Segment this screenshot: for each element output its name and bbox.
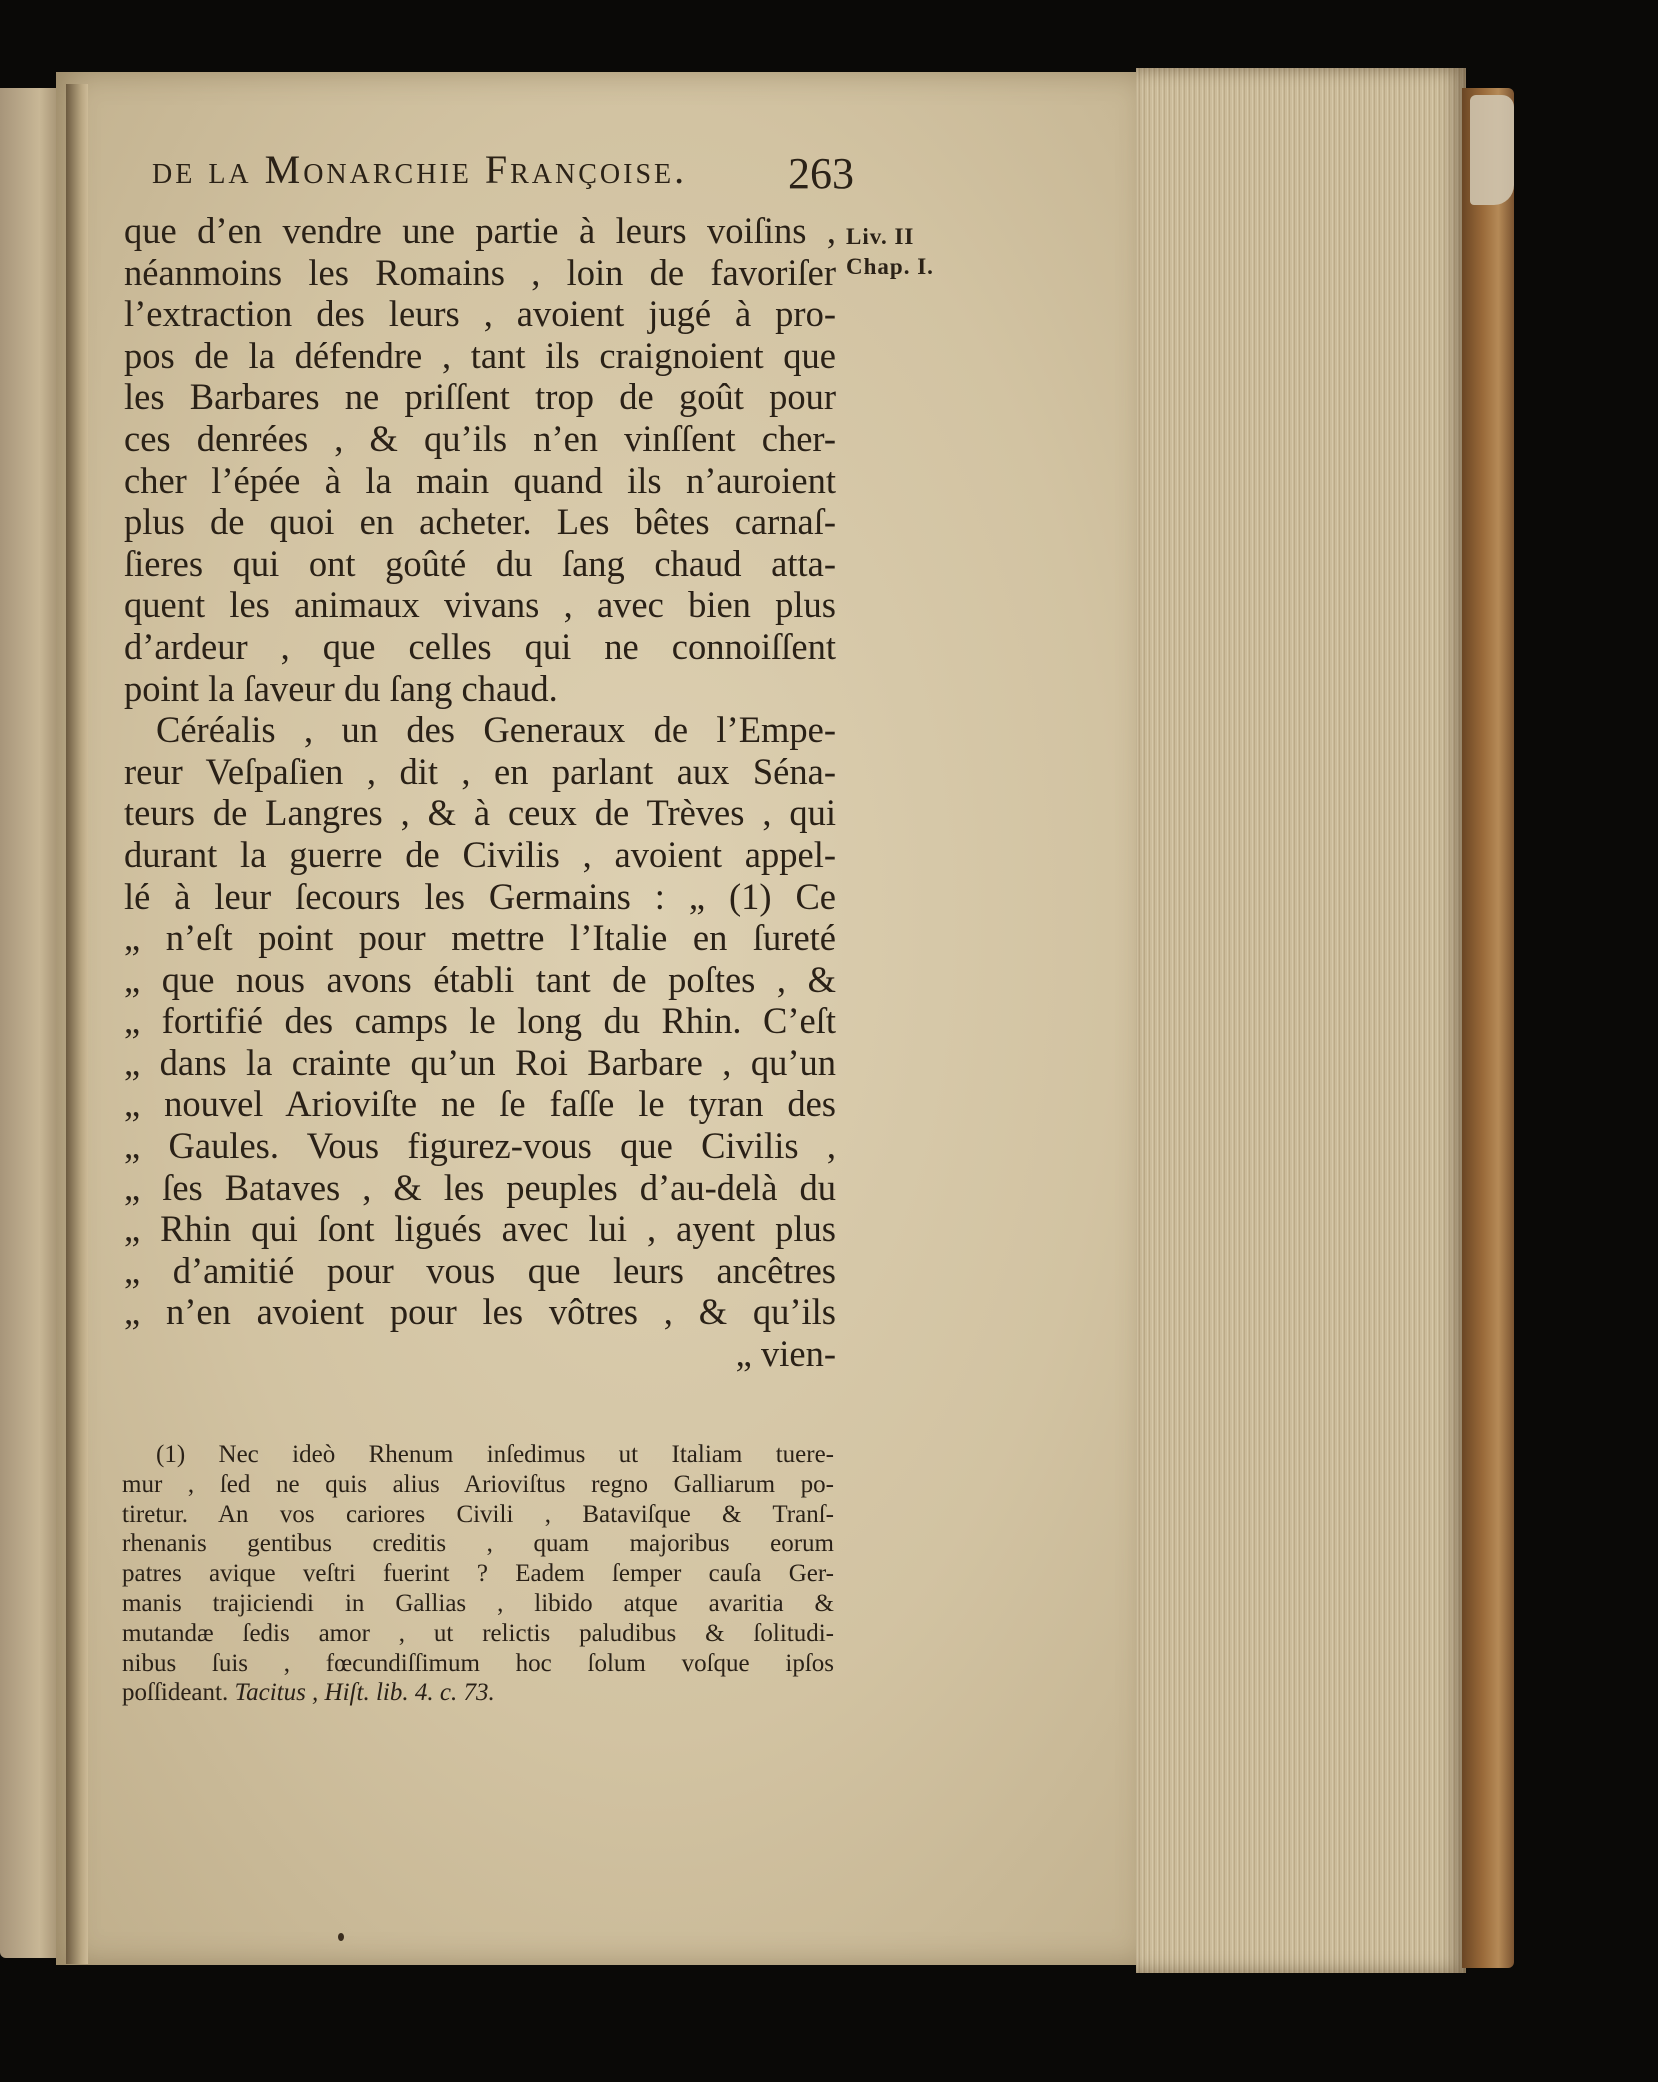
- body-text: [124, 210, 836, 1375]
- footnote-last-line: [122, 1678, 834, 1708]
- text-line: Céréalis , un des Generaux de l’Empe-: [156, 709, 836, 751]
- footnote-citation: Tacitus , Hiſt. lib. 4. c. 73.: [234, 1679, 495, 1707]
- text-line: d’ardeur , que celles qui ne connoiſſent: [124, 625, 836, 667]
- text-line: durant la guerre de Civilis , avoient appel-: [124, 833, 836, 875]
- text-line: „ que nous avons établi tant de poſtes , &: [124, 958, 836, 1000]
- text-line: „ n’eſt point pour mettre l’Italie en ſureté: [124, 917, 836, 959]
- text-line: l’extraction des leurs , avoient jugé à pro-: [124, 293, 836, 335]
- cover-wear-mark: [1470, 95, 1514, 205]
- footnote-line: nibus ſuis , fœcundiſſimum hoc ſolum voſque ipſos: [122, 1649, 834, 1677]
- text-line: „ n’en avoient pour les vôtres , & qu’ils: [124, 1291, 836, 1333]
- text-line: quent les animaux vivans , avec bien plus: [124, 584, 836, 626]
- text-line: „ dans la crainte qu’un Roi Barbare , qu’un: [124, 1041, 836, 1083]
- footnote-line: (1) Nec ideò Rhenum inſedimus ut Italiam tuere-: [156, 1441, 834, 1468]
- ink-speck: [338, 1933, 344, 1941]
- text-line: point la ſaveur du ſang chaud.: [124, 667, 558, 709]
- footnote-line: mutandæ ſedis amor , ut relictis paludibus & ſolitudi-: [122, 1619, 834, 1647]
- footnote-line: rhenanis gentibus creditis , quam majoribus eorum: [122, 1530, 834, 1558]
- text-line: les Barbares ne priſſent trop de goût pour: [124, 376, 836, 418]
- text-line: ſieres qui ont goûté du ſang chaud atta-: [124, 542, 836, 584]
- text-line: „ d’amitié pour vous que leurs ancêtres: [124, 1249, 836, 1291]
- text-line: „ Gaules. Vous figurez-vous que Civilis ,: [124, 1125, 836, 1167]
- margin-note-chapter: Chap. I.: [846, 254, 934, 279]
- text-line: lé à leur ſecours les Germains : „ (1) Ce: [124, 875, 836, 917]
- text-line: „ ſes Bataves , & les peuples d’au-delà du: [124, 1166, 836, 1208]
- page-block-edges: [1136, 68, 1466, 1973]
- footnote-line: poſſideant.: [122, 1679, 229, 1707]
- text-line: „ fortifié des camps le long du Rhin. C’eſt: [124, 1000, 836, 1042]
- footnote-line: manis trajiciendi in Gallias , libido atque avaritia &: [122, 1589, 834, 1617]
- text-line: teurs de Langres , & à ceux de Trèves , qui: [124, 792, 836, 834]
- catchword: „ vien-: [735, 1333, 836, 1375]
- footnote-line: patres avique veſtri fuerint ? Eadem ſemper cauſa Ger-: [122, 1560, 834, 1588]
- footnote-line: mur , ſed ne quis alius Arioviſtus regno Galliarum po-: [122, 1470, 834, 1498]
- footnote: [122, 1440, 834, 1708]
- text-line: „ nouvel Arioviſte ne ſe faſſe le tyran des: [124, 1083, 836, 1125]
- running-head: de la Monarchie Françoise.: [152, 147, 688, 192]
- margin-note-book: Liv. II: [846, 224, 915, 249]
- text-line: que d’en vendre une partie à leurs voiſins ,: [124, 210, 836, 251]
- page-number: 263: [788, 149, 854, 198]
- text-line: „ Rhin qui ſont ligués avec lui , ayent plus: [124, 1208, 836, 1250]
- footnote-line: tiretur. An vos cariores Civili , Bataviſque & Tranſ-: [122, 1500, 834, 1528]
- book-cover-edge: [1462, 88, 1514, 1968]
- gutter-shadow: [66, 84, 88, 1964]
- text-line: reur Veſpaſien , dit , en parlant aux Séna-: [124, 750, 836, 792]
- text-line: plus de quoi en acheter. Les bêtes carnaſ-: [124, 501, 836, 543]
- text-line: néanmoins les Romains , loin de favoriſer: [124, 251, 836, 293]
- margin-note: [846, 222, 934, 282]
- text-line: cher l’épée à la main quand ils n’auroient: [124, 459, 836, 501]
- text-line: ces denrées , & qu’ils n’en vinſſent cher-: [124, 417, 836, 459]
- text-line: pos de la défendre , tant ils craignoient que: [124, 334, 836, 376]
